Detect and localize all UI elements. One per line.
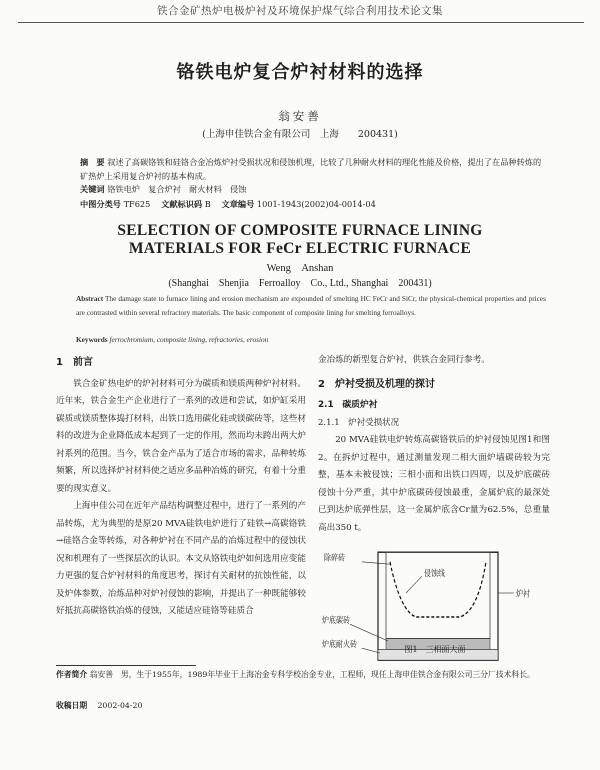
keywords-cn	[80, 184, 246, 195]
section211-paragraph: 20 MVA硅铁电炉转炼高碳铬铁后的炉衬侵蚀见图1和图2。在拆炉过程中，通过测量发现二相大面炉墙碳砖较为完整，基本未被侵蚀；三相小面和出铁口四周，以及炉底碳砖侵蚀十分严重，其中炉底碳砖侵蚀最重，金属炉底的最深处已到达炉底弹性层，这一金属炉底含Cr量为62.5%，总重量高出350 t。	[318, 435, 550, 533]
classification-line	[80, 199, 376, 210]
right-column	[318, 352, 550, 537]
label-remain: 除碎砖	[324, 552, 345, 563]
abstract-cn	[80, 155, 542, 183]
footnote-author	[56, 668, 556, 681]
footnote-author-label: 作者简介	[56, 670, 88, 679]
section2-heading: 2 炉衬受损及机理的探讨	[318, 378, 435, 390]
author-en: Weng Anshan	[266, 263, 334, 274]
label-brick: 炉底碳砖	[322, 615, 350, 626]
keywords-en	[76, 335, 268, 344]
footnote-date-value: 2002-04-20	[97, 701, 143, 710]
running-header: 铁合金矿热炉电极炉衬及环境保护煤气综合利用技术论文集	[157, 5, 443, 17]
abstract-en-label: Abstract	[76, 294, 104, 303]
doc-code-label: 文献标识码	[161, 199, 203, 209]
footnote-author-text: 翁安善 男，生于1955年，1989年毕业于上海冶金专科学校冶金专业，工程师，现任上海申佳铁合金有限公司三分厂技术科长。	[89, 670, 535, 679]
section1-paragraph2: 上海申佳公司在近年产品结构调整过程中，进行了一系列的产品转炼，尤为典型的是原20 MVA硅铁电炉进行了硅铁→高碳铬铁→硅铬合金等转炼，对各种炉衬在不同产品的冶炼过程中的侵蚀状况和机理有了一些探层次的认识。本文从铬铁电炉如何选用应变能力更强的复合炉衬材料的角度思考，探讨有关耐材的抗蚀性能，以及炉体参数，冶炼品种对炉衬侵蚀的影响，并提出了一种既能够较好抵抗高碳铬铁冶炼的侵蚀，又能适应硅铬等硅质合	[56, 501, 306, 616]
section1-continuation: 金冶炼的新型复合炉衬，供铁合金同行参考。	[318, 355, 490, 365]
leader-erosion	[406, 576, 422, 593]
abstract-en	[76, 292, 546, 319]
label-eroded: 侵蚀线	[424, 568, 445, 579]
doc-code-value: B	[204, 199, 211, 209]
section1-heading: 1 前言	[56, 357, 93, 368]
header-rule	[18, 22, 584, 23]
footnote-date	[56, 699, 556, 712]
abstract-cn-text: 叙述了高碳铬铁和硅铬合金冶炼炉衬受损状况和侵蚀机理，比较了几种耐火材料的理化性能及价格，提出了在品种转炼的矿热炉上采用复合炉衬的基本构成。	[80, 157, 542, 181]
section21-heading: 2.1 碳质炉衬	[318, 400, 378, 410]
affiliation-en: (Shanghai Shenjia Ferroalloy Co., Ltd., Shanghai 200431)	[168, 278, 432, 289]
furnace-lining	[386, 552, 490, 638]
title-cn: 铬铁电炉复合炉衬材料的选择	[176, 62, 424, 83]
left-column	[56, 352, 306, 621]
section1-paragraph1: 铁合金矿热电炉的炉衬材料可分为碳质和镁质两种炉衬材料。近年来，铁合金生产企业进行了一系列的改进和尝试，如炉缸采用碳质或镁质整体捣打材料，出铁口选用碳化硅或镁碳砖等，这些材料的改进为企业降低成本起到了一定的作用，然而均未跨出两大炉衬系列的范围。当今，铁合金产品为了适合市场的需求，品种转炼频繁，所以选择炉衬材料使之适应多品种冶炼的研究，有着十分重要的现实意义。	[56, 378, 306, 494]
label-lining: 炉衬	[516, 588, 530, 599]
footnote-rule	[56, 665, 196, 666]
title-en-line2: MATERIALS FOR FeCr ELECTRIC FURNACE	[128, 240, 472, 257]
footnote-date-label: 收稿日期	[56, 701, 88, 710]
author-cn: 翁安善	[278, 109, 322, 123]
abstract-cn-label: 摘 要	[80, 157, 105, 167]
keywords-cn-text: 铬铁电炉 复合炉衬 耐火材料 侵蚀	[107, 184, 247, 194]
section211-heading: 2.1.1 炉衬受损状况	[318, 417, 400, 428]
affiliation-cn: (上海申佳铁合金有限公司 上海 200431)	[202, 129, 398, 140]
title-en-line1: SELECTION OF COMPOSITE FURNACE LINING	[117, 222, 483, 239]
figure-1-caption: 图1 三相面大面	[404, 645, 466, 654]
clc-value: TF625	[123, 199, 151, 209]
clc-label: 中图分类号	[80, 199, 121, 209]
article-no-value: 1001-1943(2002)04-0014-04	[256, 199, 376, 209]
abstract-en-text: The damage state to furnace lining and erosion mechanism are expounded of smelting HC FeCr and SiCr, the physical-chemical properties and prices are contrasted within several refractory materials. The basic component of composite lining for smelting ferroalloys.	[76, 294, 546, 317]
keywords-cn-label: 关键词	[80, 184, 105, 194]
article-no-label: 文章编号	[221, 199, 255, 209]
keywords-en-label: Keywords	[76, 335, 108, 344]
keywords-en-text: ferrochromium, composite lining, refractories, erosion	[109, 335, 269, 344]
label-refractory: 炉底耐火砖	[322, 639, 357, 650]
